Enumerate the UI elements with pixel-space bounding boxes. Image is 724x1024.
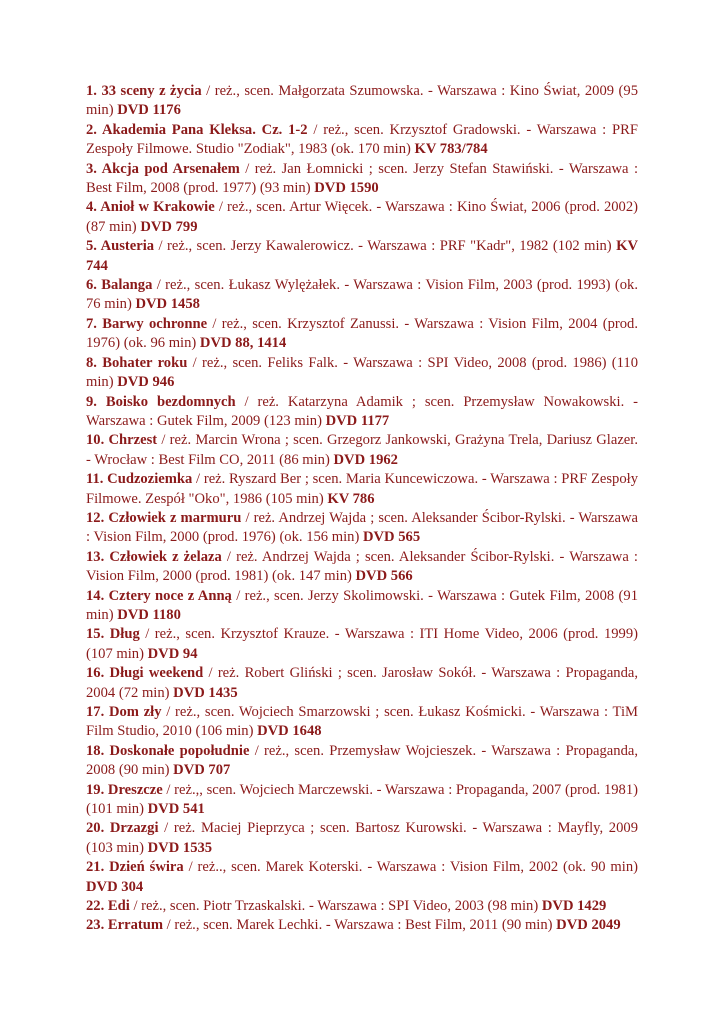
film-entry	[86, 548, 638, 587]
film-description: / reż., scen. Artur Więcek. - Warszawa : Kino Świat, 2006 (prod. 2002) (87 min)	[86, 199, 639, 235]
catalog-code: DVD 946	[117, 374, 175, 391]
catalog-code: DVD 799	[140, 218, 198, 235]
catalog-code: DVD 1435	[173, 684, 238, 701]
film-description: / reż., scen. Wojciech Smarzowski ; scen. Łukasz Kośmicki. - Warszawa : TiM Film Studio, 2010 (106 min)	[86, 704, 638, 740]
catalog-code: KV 786	[327, 490, 375, 507]
film-description: / reż. Robert Gliński ; scen. Jarosław Sokół. - Warszawa : Propaganda, 2004 (72 min)	[86, 665, 639, 701]
film-entry	[86, 664, 638, 703]
film-entry	[86, 276, 638, 315]
catalog-code: DVD 707	[173, 762, 231, 779]
film-entry	[86, 470, 638, 509]
film-entry	[86, 897, 638, 916]
film-description: / reż., scen. Krzysztof Zanussi. - Warszawa : Vision Film, 2004 (prod. 1976) (ok. 96 min)	[86, 315, 639, 352]
film-entry	[86, 916, 638, 935]
film-title: 17. Dom zły	[86, 704, 162, 720]
film-entry	[86, 509, 638, 548]
film-description: / reż., scen. Krzysztof Gradowski. - Warszawa : PRF Zespoły Filmowe. Studio "Zodiak", 1983 (ok. 170 min)	[86, 121, 638, 158]
film-entry	[86, 198, 638, 237]
film-description: / reż., scen. Piotr Trzaskalski. - Warszawa : SPI Video, 2003 (98 min)	[129, 898, 542, 915]
catalog-code: DVD 1590	[314, 180, 379, 197]
film-description: / reż.,, scen. Wojciech Marczewski. - Warszawa : Propaganda, 2007 (prod. 1981) (101 min)	[86, 781, 638, 818]
film-entry	[86, 587, 638, 626]
film-entry	[86, 393, 638, 432]
film-entry	[86, 742, 638, 781]
film-description: / reż., scen. Marek Lechki. - Warszawa : Best Film, 2011 (90 min)	[163, 917, 557, 934]
film-title: 4. Anioł w Krakowie	[86, 199, 215, 216]
film-title: 3. Akcja pod Arsenałem	[86, 160, 240, 177]
catalog-code: DVD 1458	[135, 296, 200, 313]
film-entry	[86, 625, 638, 664]
film-description: / reż.., scen. Marek Koterski. - Warszawa : Vision Film, 2002 (ok. 90 min)	[183, 859, 638, 876]
film-description: / reż., scen. Krzysztof Krauze. - Warszawa : ITI Home Video, 2006 (prod. 1999) (107 min)	[86, 626, 638, 662]
film-entry	[86, 160, 638, 199]
film-description: / reż. Andrzej Wajda ; scen. Aleksander Ścibor-Rylski. - Warszawa : Vision Film, 2000 (prod. 1976) (ok. 156 min)	[86, 509, 638, 546]
film-description: / reż. Jan Łomnicki ; scen. Jerzy Stefan Stawiński. - Warszawa : Best Film, 2008 (prod. 1977) (93 min)	[86, 160, 638, 197]
film-description: / reż., scen. Jerzy Skolimowski. - Warszawa : Gutek Film, 2008 (91 min)	[86, 587, 638, 623]
film-description: / reż., scen. Feliks Falk. - Warszawa : SPI Video, 2008 (prod. 1986) (110 min)	[86, 354, 639, 391]
catalog-code: DVD 541	[147, 801, 205, 818]
film-title: 1. 33 sceny z życia	[86, 83, 202, 99]
film-entry	[86, 354, 638, 393]
catalog-code: DVD 2049	[556, 917, 621, 934]
film-title: 14. Cztery noce z Anną	[86, 587, 232, 604]
catalog-code: DVD 94	[147, 645, 198, 662]
film-title: 18. Doskonałe popołudnie	[86, 742, 250, 759]
film-entry	[86, 237, 638, 276]
catalog-code: DVD 1648	[257, 723, 322, 740]
film-description: / reż. Marcin Wrona ; scen. Grzegorz Jankowski, Grażyna Trela, Dariusz Glazer. - Wrocław : Best Film CO, 2011 (86 min)	[86, 432, 638, 468]
catalog-code: KV 783/784	[414, 141, 488, 158]
film-title: 15. Dług	[86, 626, 140, 643]
film-entry	[86, 315, 638, 354]
catalog-code: DVD 1176	[117, 102, 181, 119]
film-title: 5. Austeria	[86, 238, 155, 255]
catalog-code: KV 744	[86, 238, 638, 274]
catalog-code: DVD 1180	[117, 606, 181, 623]
film-description: / reż. Ryszard Ber ; scen. Maria Kuncewiczowa. - Warszawa : PRF Zespoły Filmowe. Zespół "Oko", 1986 (105 min)	[86, 471, 639, 507]
film-entry	[86, 781, 638, 820]
film-title: 10. Chrzest	[86, 432, 158, 449]
film-entry	[86, 703, 638, 742]
catalog-code: DVD 1177	[325, 412, 390, 429]
film-entry	[86, 819, 638, 858]
film-description: / reż. Katarzyna Adamik ; scen. Przemysław Nowakowski. - Warszawa : Gutek Film, 2009 (123 min)	[86, 393, 638, 429]
film-description: / reż. Andrzej Wajda ; scen. Aleksander Ścibor-Rylski. - Warszawa : Vision Film, 2000 (prod. 1981) (ok. 147 min)	[86, 548, 638, 585]
film-description: / reż., scen. Łukasz Wylężałek. - Warszawa : Vision Film, 2003 (prod. 1993) (ok. 76 min)	[86, 277, 638, 313]
film-entry	[86, 82, 638, 121]
film-title: 21. Dzień świra	[86, 859, 184, 876]
film-title: 9. Boisko bezdomnych	[86, 393, 236, 410]
film-entry	[86, 431, 638, 470]
film-entry-list	[86, 82, 638, 936]
film-title: 16. Długi weekend	[86, 665, 204, 682]
catalog-code: DVD 565	[362, 529, 421, 546]
film-title: 7. Barwy ochronne	[86, 315, 208, 332]
film-description: / reż. Maciej Pieprzyca ; scen. Bartosz Kurowski. - Warszawa : Mayfly, 2009 (103 min)	[86, 820, 638, 856]
catalog-code: DVD 88, 1414	[199, 335, 287, 352]
film-title: 20. Drzazgi	[86, 820, 159, 837]
film-title: 8. Bohater roku	[86, 354, 188, 371]
film-description: / reż., scen. Przemysław Wojcieszek. - Warszawa : Propaganda, 2008 (90 min)	[86, 742, 638, 779]
catalog-code: DVD 1535	[147, 839, 213, 856]
catalog-code: DVD 1962	[333, 451, 398, 468]
film-description: / reż., scen. Małgorzata Szumowska. - Warszawa : Kino Świat, 2009 (95 min)	[86, 83, 638, 119]
film-title: 6. Balanga	[86, 277, 153, 294]
film-title: 2. Akademia Pana Kleksa. Cz. 1-2	[86, 121, 308, 138]
film-description: / reż., scen. Jerzy Kawalerowicz. - Warszawa : PRF "Kadr", 1982 (102 min)	[154, 238, 617, 255]
catalog-code: DVD 566	[355, 568, 413, 585]
catalog-code: DVD 1429	[541, 898, 607, 915]
film-entry	[86, 121, 638, 160]
film-title: 19. Dreszcze	[86, 781, 163, 798]
film-title: 22. Edi	[86, 898, 130, 915]
film-title: 12. Człowiek z marmuru	[86, 509, 242, 526]
film-title: 11. Cudzoziemka	[86, 471, 193, 488]
film-title: 13. Człowiek z żelaza	[86, 548, 222, 565]
film-title: 23. Erratum	[86, 917, 164, 934]
catalog-code: DVD 304	[86, 878, 144, 895]
film-entry	[86, 858, 638, 897]
